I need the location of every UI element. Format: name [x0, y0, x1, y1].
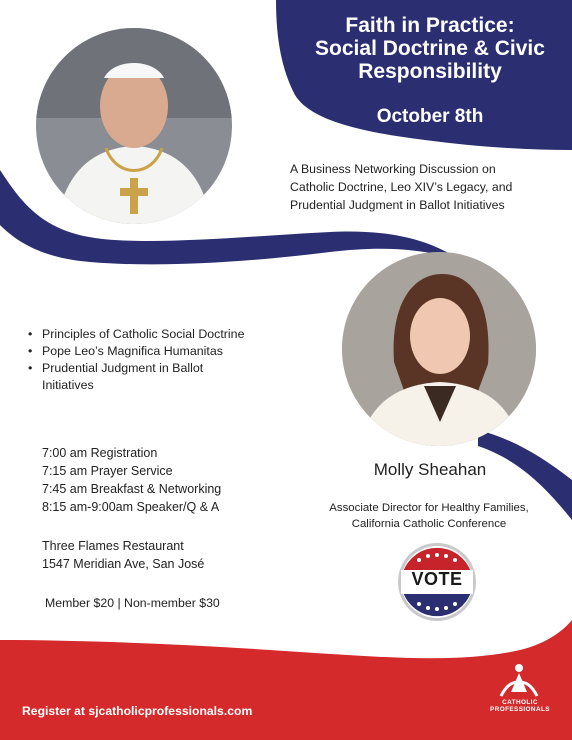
event-subtitle-line-2: Catholic Doctrine, Leo XIV’s Legacy, and [290, 180, 513, 194]
list-item: • Principles of Catholic Social Doctrine [28, 326, 308, 343]
event-title-line-2: Social Doctrine & Civic [315, 37, 545, 60]
topics-list [28, 326, 308, 394]
footer-red-shape [0, 620, 572, 740]
schedule [42, 444, 282, 516]
event-title-line-3: Responsibility [358, 60, 502, 83]
schedule-item: 8:15 am-9:00am Speaker/Q & A [42, 500, 220, 514]
schedule-item: 7:15 am Prayer Service [42, 464, 173, 478]
speaker-title-line-2: California Catholic Conference [351, 518, 507, 530]
list-item [28, 360, 308, 394]
list-item: • Pope Leo’s Magnifica Humanitas [28, 343, 308, 360]
vote-badge-label: VOTE [411, 569, 463, 589]
vote-badge-icon [397, 542, 477, 622]
venue-address: 1547 Meridian Ave, San José [42, 557, 205, 571]
event-subtitle-line-3: Prudential Judgment in Ballot Initiatives [290, 198, 505, 212]
speaker-title [296, 500, 562, 532]
org-name [476, 699, 564, 713]
venue [42, 537, 282, 573]
speaker-photo [342, 252, 536, 446]
schedule-item: 7:00 am Registration [42, 446, 158, 460]
pricing: Member $20 | Non-member $30 [45, 596, 220, 610]
register-link[interactable]: Register at sjcatholicprofessionals.com [22, 704, 253, 718]
event-subtitle [290, 160, 566, 214]
event-subtitle-line-1: A Business Networking Discussion on [290, 162, 496, 176]
org-name-line-1: CATHOLIC [502, 699, 538, 706]
catholic-professionals-logo-icon [497, 662, 541, 700]
org-name-line-2: PROFESSIONALS [490, 706, 550, 713]
list-item-text: Prudential Judgment in Ballot Initiatives [42, 361, 204, 392]
venue-name: Three Flames Restaurant [42, 539, 184, 553]
event-title [292, 14, 568, 83]
schedule-item: 7:45 am Breakfast & Networking [42, 482, 222, 496]
speaker-title-line-1: Associate Director for Healthy Families, [329, 502, 529, 514]
event-date: October 8th [376, 106, 484, 127]
speaker-name: Molly Sheahan [373, 460, 487, 479]
event-title-line-1: Faith in Practice: [345, 14, 515, 37]
pope-photo [36, 28, 232, 224]
